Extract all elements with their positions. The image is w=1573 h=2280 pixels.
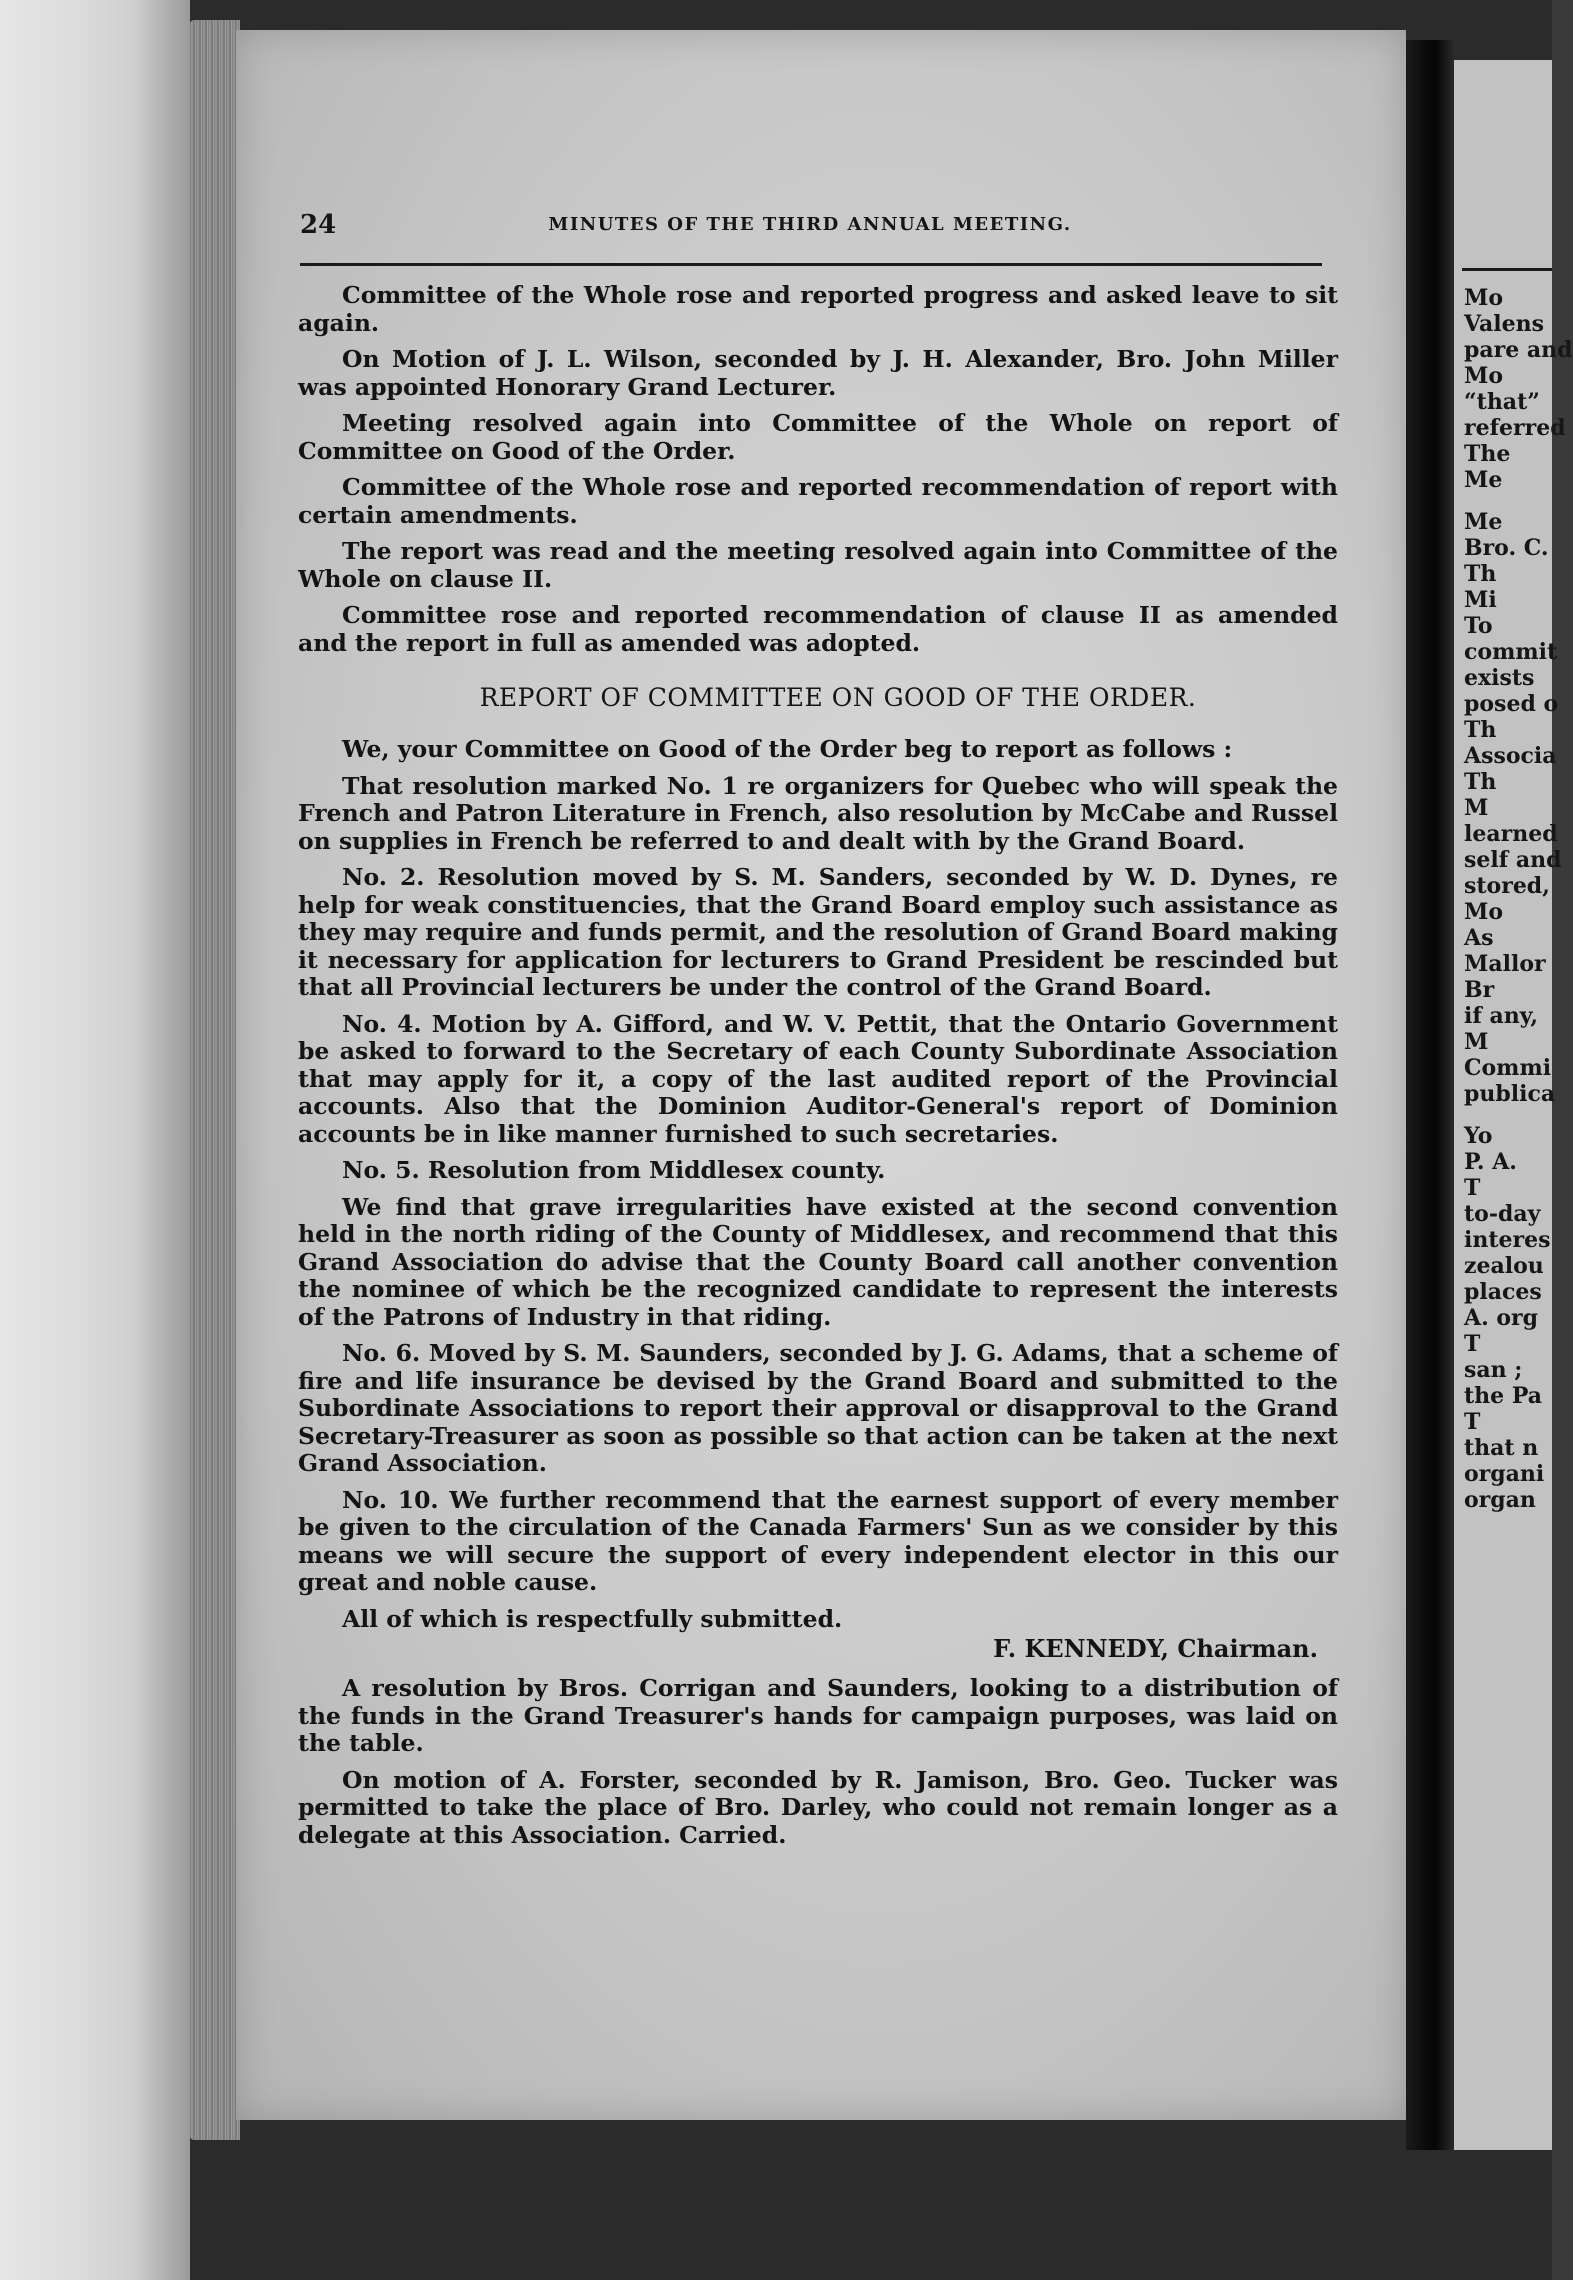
facing-page-fragment: Mallor xyxy=(1464,951,1546,977)
facing-page-fragment: Mo xyxy=(1464,899,1504,925)
facing-page-fragment: T xyxy=(1464,1175,1481,1201)
paragraph: No. 2. Resolution moved by S. M. Sanders, seconded by W. D. Dynes, re help for weak constituencies, that the Grand Board employ such assistance as they may require and funds permit, and the resolution of Grand Board making it necessary for application for lecturers to Grand President be rescinded but that all Provincial lecturers be under the control of the Grand Board. xyxy=(298,863,1338,1001)
facing-page-fragment: Br xyxy=(1464,977,1495,1003)
paragraph: On Motion of J. L. Wilson, seconded by J. H. Alexander, Bro. John Miller was appointed Honorary Grand Lecturer. xyxy=(298,345,1338,401)
facing-page-fragment: Th xyxy=(1464,561,1497,587)
facing-page-fragment: Me xyxy=(1464,467,1503,493)
paragraph: Committee of the Whole rose and reported recommendation of report with certain amendments. xyxy=(298,473,1338,529)
paragraph: No. 4. Motion by A. Gifford, and W. V. Pettit, that the Ontario Government be asked to forward to the Secretary of each County Subordinate Association that may apply for it, a copy of the last audited report of the Provincial accounts. Also that the Dominion Auditor-General's report of Dominion accounts be in like manner furnished to such secretaries. xyxy=(298,1009,1338,1148)
facing-page-fragment: that n xyxy=(1464,1435,1539,1461)
scanner-margin xyxy=(0,0,190,2280)
facing-page-fragment: Th xyxy=(1464,769,1497,795)
header-rule xyxy=(300,263,1322,266)
facing-page-text xyxy=(1464,285,1573,1513)
facing-page-fragment: P. A. xyxy=(1464,1149,1517,1175)
paragraph: All of which is respectfully submitted. xyxy=(342,1604,843,1633)
facing-page-fragment: The xyxy=(1464,441,1511,467)
facing-page-fragment: T xyxy=(1464,1331,1481,1357)
paragraph: Committee rose and reported recommendation of clause II as amended and the report in full as amended was adopted. xyxy=(298,601,1338,657)
facing-page-fragment: interes xyxy=(1464,1227,1551,1253)
facing-page-fragment: organ xyxy=(1464,1487,1536,1513)
page-number: 24 xyxy=(300,210,337,240)
facing-page-fragment: Th xyxy=(1464,717,1497,743)
facing-page-fragment: publica xyxy=(1464,1081,1556,1107)
facing-page-fragment: T xyxy=(1464,1409,1481,1435)
body-text xyxy=(298,282,1338,1858)
page-header xyxy=(300,210,1320,250)
facing-page-fragment: san ; xyxy=(1464,1357,1523,1383)
facing-page-fragment: Associa xyxy=(1464,743,1557,769)
section-heading: REPORT OF COMMITTEE ON GOOD OF THE ORDER. xyxy=(479,683,1197,712)
paragraph: No. 10. We further recommend that the earnest support of every member be given to the circulation of the Canada Farmers' Sun as we consider by this means we will secure the support of every independent elector in this our great and noble cause. xyxy=(298,1485,1338,1596)
paragraph: Committee of the Whole rose and reported progress and asked leave to sit again. xyxy=(298,281,1338,337)
signature: F. KENNEDY, Chairman. xyxy=(993,1634,1318,1663)
facing-page-fragment: Commi xyxy=(1464,1055,1552,1081)
facing-page-fragment: places xyxy=(1464,1279,1542,1305)
facing-page-fragment: pare and xyxy=(1464,337,1573,363)
facing-page-fragment: Mo xyxy=(1464,363,1504,389)
facing-page-rule xyxy=(1462,268,1552,271)
facing-page-fragment: A. org xyxy=(1464,1305,1539,1331)
paragraph: No. 6. Moved by S. M. Saunders, seconded by J. G. Adams, that a scheme of fire and life insurance be devised by the Grand Board and submitted to the Subordinate Associations to report their approval or disapproval to the Grand Secretary-Treasurer as soon as possible so that action can be taken at the next Grand Association. xyxy=(298,1339,1338,1477)
facing-page-fragment: Yo xyxy=(1464,1123,1493,1149)
facing-page-fragment: commit xyxy=(1464,639,1558,665)
paragraph: Meeting resolved again into Committee of the Whole on report of Committee on Good of the Order. xyxy=(298,409,1338,465)
facing-page-fragment: organi xyxy=(1464,1461,1545,1487)
facing-page-fragment: Bro. C. xyxy=(1464,535,1549,561)
facing-page-fragment: learned xyxy=(1464,821,1558,847)
facing-page-fragment: stored, xyxy=(1464,873,1550,899)
paragraph: No. 5. Resolution from Middlesex county. xyxy=(342,1156,886,1184)
facing-page-fragment: if any, xyxy=(1464,1003,1539,1029)
facing-page-fragment: Me xyxy=(1464,509,1503,535)
paragraph: That resolution marked No. 1 re organizers for Quebec who will speak the French and Patron Literature in French, also resolution by McCabe and Russel on supplies in French be referred to and dealt with by the Grand Board. xyxy=(298,771,1338,855)
facing-page-fragment: To xyxy=(1464,613,1493,639)
facing-page-fragment: zealou xyxy=(1464,1253,1544,1279)
facing-page-fragment: self and xyxy=(1464,847,1562,873)
paragraph: A resolution by Bros. Corrigan and Saunders, looking to a distribution of the funds in the Grand Treasurer's hands for campaign purposes, was laid on the table. xyxy=(298,1674,1338,1757)
facing-page-fragment: M xyxy=(1464,1029,1489,1055)
facing-page-fragment: Mi xyxy=(1464,587,1497,613)
facing-page-fragment: “that” xyxy=(1464,389,1540,415)
facing-page-fragment: Valens xyxy=(1464,311,1545,337)
paragraph: The report was read and the meeting resolved again into Committee of the Whole on clause II. xyxy=(298,537,1338,593)
paragraph: We, your Committee on Good of the Order beg to report as follows : xyxy=(342,735,1233,763)
paragraph: On motion of A. Forster, seconded by R. Jamison, Bro. Geo. Tucker was permitted to take the place of Bro. Darley, who could not remain longer as a delegate at this Association. Carried. xyxy=(298,1765,1338,1849)
page-stack-edges xyxy=(190,20,240,2140)
facing-page-fragment: the Pa xyxy=(1464,1383,1543,1409)
facing-page-fragment: Mo xyxy=(1464,285,1504,311)
facing-page-fragment: M xyxy=(1464,795,1489,821)
book-gutter xyxy=(1406,40,1454,2150)
running-head: MINUTES OF THE THIRD ANNUAL MEETING. xyxy=(548,214,1072,235)
facing-page-fragment: to-day xyxy=(1464,1201,1541,1227)
facing-page-fragment: referred xyxy=(1464,415,1566,441)
facing-page-fragment: exists xyxy=(1464,665,1535,691)
facing-page-fragment: As xyxy=(1464,925,1494,951)
paragraph: We find that grave irregularities have existed at the second convention held in the north riding of the County of Middlesex, and recommend that this Grand Association do advise that the County Board call another convention the nominee of which be the recognized candidate to represent the interests of the Patrons of Industry in that riding. xyxy=(298,1192,1338,1331)
facing-page-fragment: posed o xyxy=(1464,691,1559,717)
